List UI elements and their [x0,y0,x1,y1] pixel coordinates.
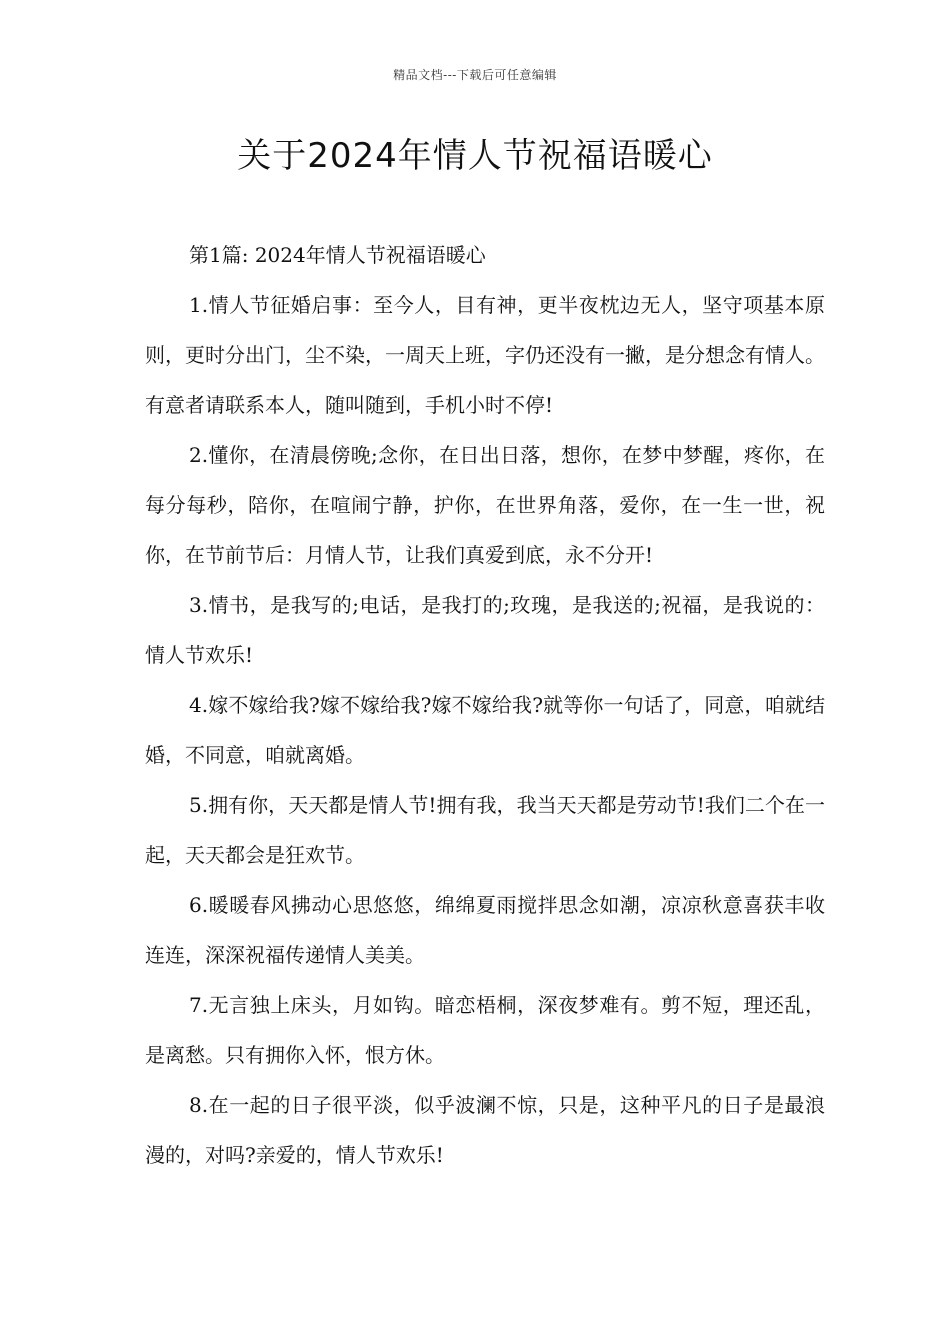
paragraph-8: 8.在一起的日子很平淡，似乎波澜不惊，只是，这种平凡的日子是最浪漫的，对吗?亲爱的，情人节欢乐! [145,1093,825,1167]
paragraph-7: 7.无言独上床头，月如钩。暗恋梧桐，深夜梦难有。剪不短，理还乱，是离愁。只有拥你入怀，恨方休。 [145,993,825,1067]
document-title: 关于2024年情人节祝福语暖心 [237,136,713,176]
paragraph-1: 1.情人节征婚启事：至今人，目有神，更半夜枕边无人，坚守项基本原则，更时分出门，尘不染，一周天上班，字仍还没有一撇，是分想念有情人。有意者请联系本人，随叫随到，手机小时不停! [145,293,825,417]
section-heading: 第1篇: 2024年情人节祝福语暖心 [189,243,486,267]
paragraph-6: 6.暖暖春风拂动心思悠悠，绵绵夏雨搅拌思念如潮，凉凉秋意喜获丰收连连，深深祝福传递情人美美。 [145,893,825,967]
header-note: 精品文档---下载后可任意编辑 [393,68,557,82]
paragraph-2: 2.懂你，在清晨傍晚;念你，在日出日落，想你，在梦中梦醒，疼你，在每分每秒，陪你，在喧闹宁静，护你，在世界角落，爱你，在一生一世，祝你，在节前节后：月情人节，让我们真爱到底，永不分开! [145,443,825,567]
document-body [145,230,825,1180]
paragraph-3: 3.情书，是我写的;电话，是我打的;玫瑰，是我送的;祝福，是我说的：情人节欢乐! [145,593,825,667]
paragraph-4: 4.嫁不嫁给我?嫁不嫁给我?嫁不嫁给我?就等你一句话了，同意，咱就结婚，不同意，咱就离婚。 [145,693,825,767]
paragraph-5: 5.拥有你，天天都是情人节!拥有我，我当天天都是劳动节!我们二个在一起，天天都会是狂欢节。 [145,793,825,867]
